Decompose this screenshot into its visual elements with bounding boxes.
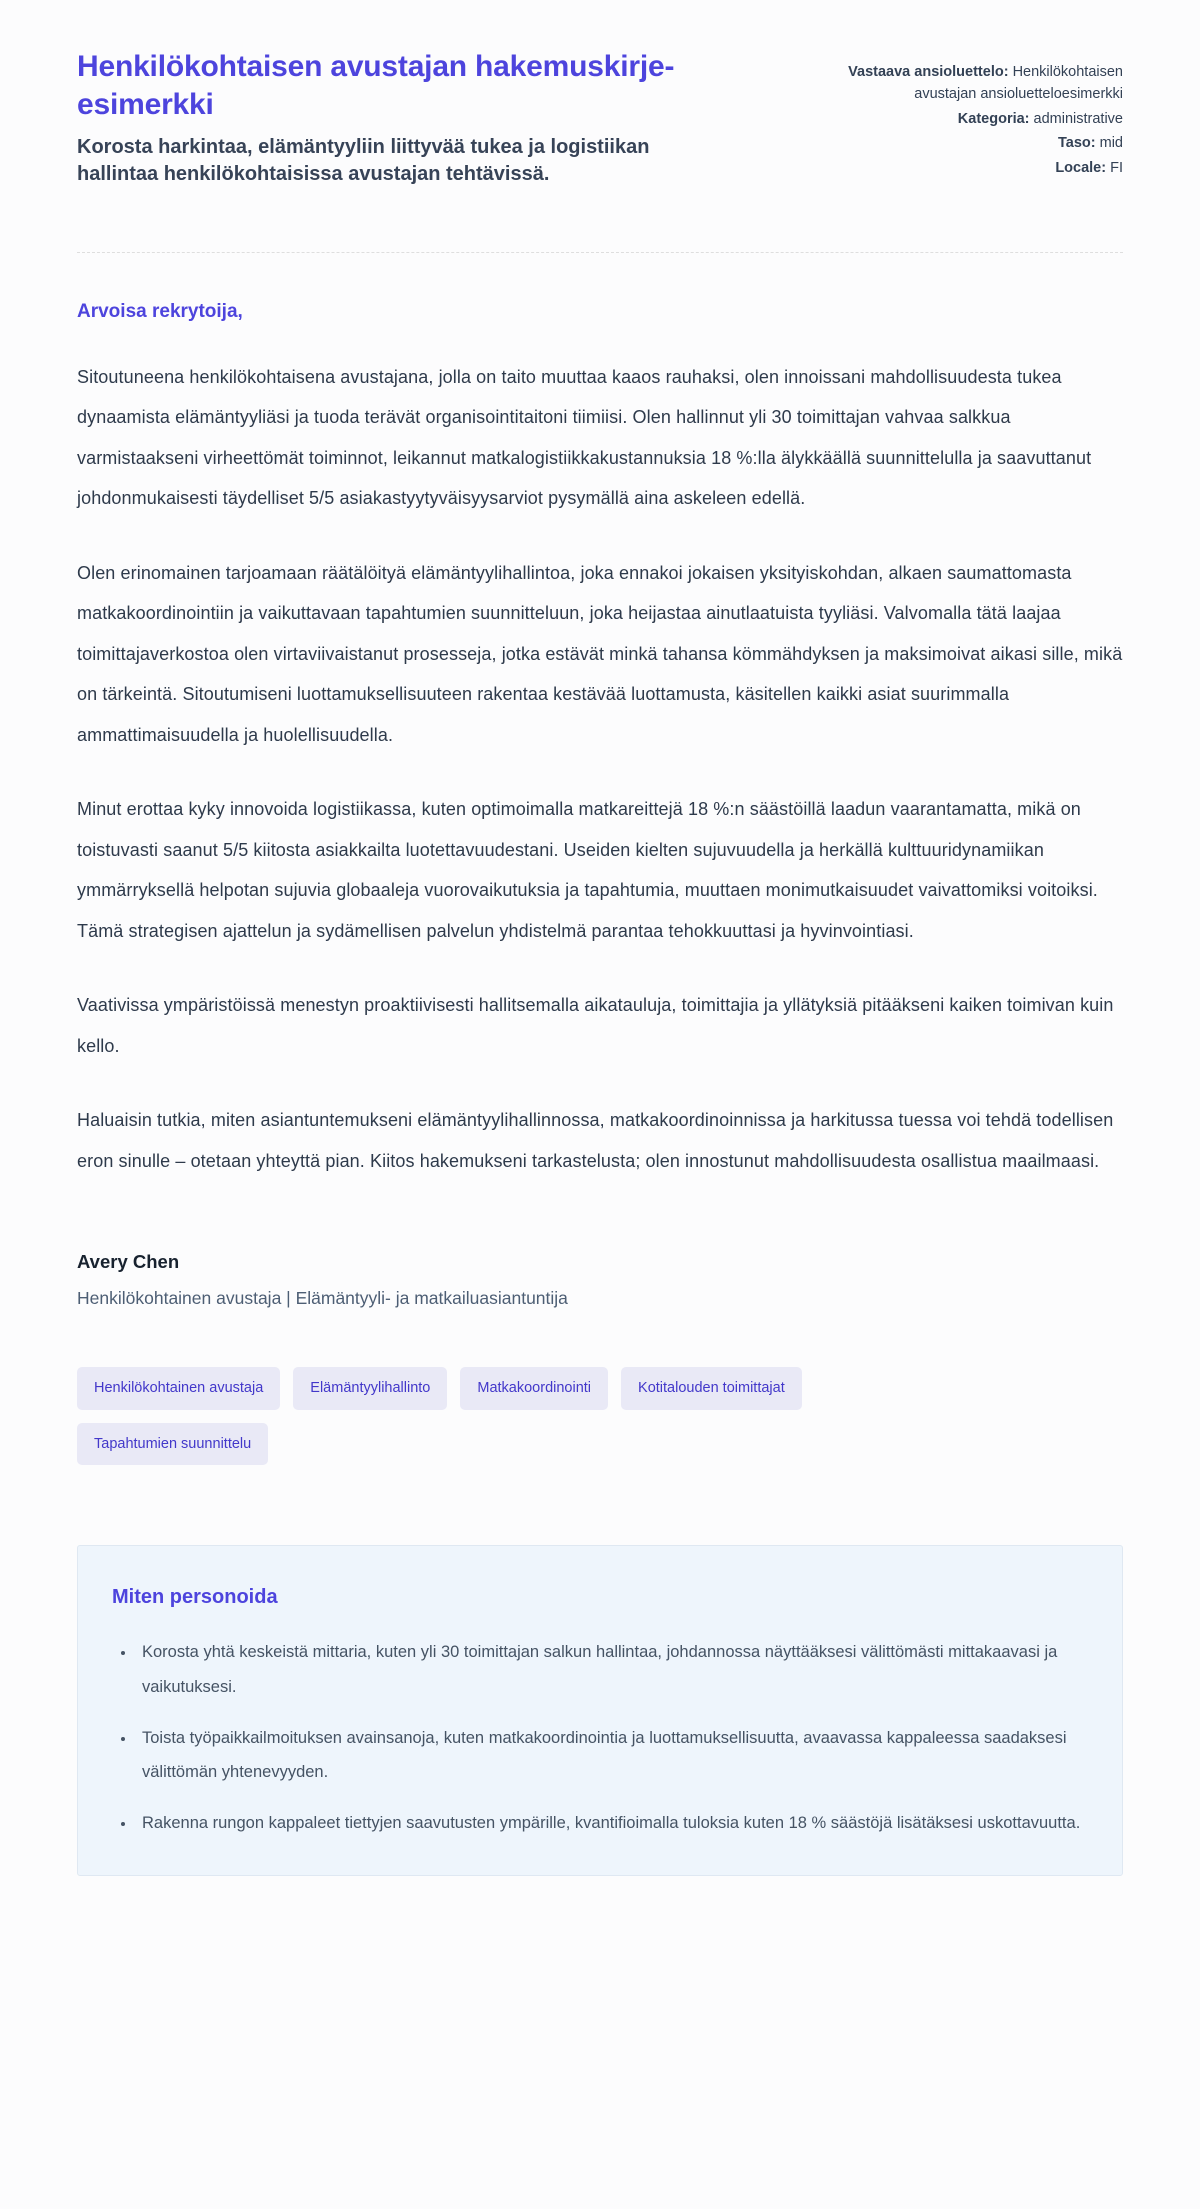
personalization-heading: Miten personoida: [112, 1586, 278, 1609]
cover-letter-page: [77, 0, 1123, 1946]
letter-greeting: Arvoisa rekrytoija,: [77, 300, 243, 322]
letter-signature: [77, 1251, 1123, 1309]
tag-pill: Elämäntyylihallinto: [293, 1367, 447, 1410]
personalization-list: [112, 1635, 1088, 1840]
letter-paragraph: Sitoutuneena henkilökohtaisena avustajana, jolla on taito muuttaa kaaos rauhaksi, olen innoissani mahdollisuudesta tukea dynaamista elämäntyyliäsi ja tuoda terävät organisointitaitoni tiimiisi. Olen hallinnut yli 30 toimittajan vahvaa salkkua varmistaakseni virheettömät toiminnot, leikannut matkalogistiikkakustannuksia 18 %:lla älykkäällä suunnittelulla ja saavuttanut johdonmukaisesti täydelliset 5/5 asiakastyytyväisyysarviot pysymällä aina askeleen edellä.: [77, 366, 1092, 509]
meta-label: Taso:: [1057, 135, 1096, 152]
personalization-tip: • Rakenna rungon kappaleet tiettyjen saavutusten ympärille, kvantifioimalla tuloksia kuten 18 % säästöjä lisätäksesi uskottavuutta.: [136, 1806, 1088, 1841]
meta-row-category: [813, 109, 1123, 131]
meta-value: administrative: [1033, 110, 1123, 127]
personalization-tip: • Korosta yhtä keskeistä mittaria, kuten yli 30 toimittajan salkun hallintaa, johdannossa näyttääksesi välittömästi mittakaavasi ja vaikutuksesi.: [136, 1635, 1088, 1704]
page-subtitle: Korosta harkintaa, elämäntyyliin liittyvää tukea ja logistiikan hallintaa henkilökohtaisissa avustajan tehtävissä.: [77, 135, 650, 185]
tag-list: [77, 1367, 897, 1465]
tag-pill: Kotitalouden toimittajat: [621, 1367, 802, 1410]
resume-meta: [813, 48, 1123, 183]
page-title: Henkilökohtaisen avustajan hakemuskirje-esimerkki: [77, 50, 675, 121]
letter-paragraph: Olen erinomainen tarjoamaan räätälöityä elämäntyylihallintoa, joka ennakoi jokaisen yksityiskohdan, alkaen saumattomasta matkakoordinointiin ja vaikuttavaan tapahtumien suunnitteluun, joka heijastaa ainutlaatuista tyyliäsi. Valvomalla tätä laajaa toimittajaverkostoa olen virtaviivaistanut prosesseja, jotka estävät minkä tahansa kömmähdyksen ja maksimoivat aikasi sille, mikä on tärkeintä. Sitoutumiseni luottamuksellisuuteen rakentaa kestävää luottamusta, käsitellen kaikki asiat suurimmalla ammattimaisuudella ja huolellisuudella.: [77, 562, 1123, 745]
tag-pill: Matkakoordinointi: [460, 1367, 608, 1410]
letter-paragraph: Vaativissa ympäristöissä menestyn proaktiivisesti hallitsemalla aikatauluja, toimittajia ja yllätyksiä pitääkseni kaiken toimivan kuin kello.: [77, 995, 1114, 1056]
meta-value: mid: [1099, 135, 1123, 152]
meta-row-locale: [813, 158, 1123, 180]
letter-paragraph: Haluaisin tutkia, miten asiantuntemukseni elämäntyylihallinnossa, matkakoordinoinnissa ja harkitussa tuessa voi tehdä todellisen eron sinulle – otetaan yhteyttä pian. Kiitos hakemukseni tarkastelusta; olen innostunut mahdollisuudesta osallistua maailmaasi.: [77, 1110, 1114, 1171]
meta-value: FI: [1110, 160, 1123, 176]
meta-label: Kategoria:: [957, 110, 1030, 127]
personalization-box: [77, 1545, 1123, 1875]
meta-row-level: [813, 133, 1123, 155]
meta-row-matching-resume: [813, 62, 1123, 106]
page-header: [77, 0, 1123, 253]
meta-label: Locale:: [1055, 160, 1107, 176]
meta-label: Vastaava ansioluettelo:: [848, 64, 1009, 80]
tag-pill: Tapahtumien suunnittelu: [77, 1423, 268, 1466]
signature-name: Avery Chen: [77, 1251, 180, 1273]
header-title-block: [77, 48, 737, 188]
tag-pill: Henkilökohtainen avustaja: [77, 1367, 280, 1410]
meta-value: Henkilökohtaisen avustajan ansioluetteloesimerkki: [914, 64, 1123, 102]
signature-title: Henkilökohtainen avustaja | Elämäntyyli- ja matkailuasiantuntija: [77, 1288, 568, 1309]
letter-paragraph: Minut erottaa kyky innovoida logistiikassa, kuten optimoimalla matkareittejä 18 %:n säästöillä laadun vaarantamatta, mikä on toistuvasti saanut 5/5 kiitosta asiakkailta luotettavuudestani. Useiden kielten sujuvuudella ja herkällä kulttuuridynamiikan ymmärryksellä helpotan sujuvia globaaleja vuorovaikutuksia ja tapahtumia, muuttaen monimutkaisuudet vaivattomiksi voitoiksi. Tämä strategisen ajattelun ja sydämellisen palvelun yhdistelmä parantaa tehokkuuttasi ja hyvinvointiasi.: [77, 799, 1098, 941]
personalization-tip: • Toista työpaikkailmoituksen avainsanoja, kuten matkakoordinointia ja luottamuksellisuutta, avaavassa kappaleessa saadaksesi välittömän yhtenevyyden.: [136, 1721, 1088, 1790]
cover-letter-body: [77, 301, 1123, 1876]
